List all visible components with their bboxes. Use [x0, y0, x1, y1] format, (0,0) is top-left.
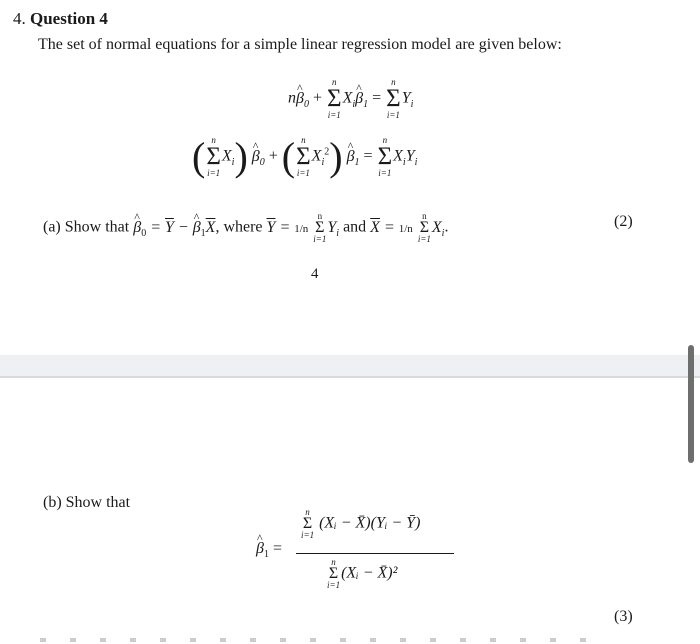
sum-symbol: n Σ i=1	[377, 135, 393, 178]
sum-symbol: n Σ i=1	[206, 135, 221, 178]
question-heading	[13, 9, 108, 29]
fraction-bar	[296, 553, 454, 554]
sum-symbol: n Σ i=1	[313, 211, 327, 244]
sum-symbol: n Σ i=1	[296, 135, 311, 178]
part-a: (a) Show that ^ $\beta_0 = \overline{Y}$ − ^ $\beta_1\overline{X}$, where $\overline{Y} = 1/n$ n Σ i=1 $Y_i$ and $\overline{X} = 1/n$ n Σ i=1 $X_i$.	[43, 212, 448, 244]
sum-symbol: n Σ i=1	[301, 507, 315, 540]
sum-symbol: n Σ i=1	[327, 77, 342, 120]
part-b: (b) Show that	[43, 494, 131, 511]
question-title: Question 4	[30, 9, 108, 28]
fraction-numerator: n Σ i=1 (Xᵢ − X̄)(Yᵢ − Ȳ)	[301, 507, 421, 540]
beta1-lhs: ^ $\beta_1$ =	[256, 540, 282, 560]
part-b-marks: (3)	[614, 608, 633, 625]
normal-equation-1: n^ $\beta_0$ + n Σ i=1 $X_i\^{}$ $\beta_1$ = n Σ i=1 $Y_i$	[288, 78, 413, 120]
intro-text: The set of normal equations for a simple linear regression model are given below:	[38, 36, 562, 53]
sum-symbol: n Σ i=1	[417, 211, 431, 244]
normal-equation-2: ( n Σ i=1 $X_i$) ^ $\beta_0$ + ( n Σ i=1 $X_i^2$) ^ $\beta_1$ = n Σ i=1 $X_iY_i$	[192, 136, 417, 178]
part-a-marks: (2)	[614, 213, 633, 230]
sum-symbol: n Σ i=1	[327, 557, 341, 590]
page-gap	[0, 355, 700, 378]
fraction-denominator: n Σ i=1 (Xᵢ − X̄)²	[327, 557, 398, 590]
next-line-cutoff	[40, 638, 600, 642]
question-number: 4.	[13, 9, 26, 28]
vertical-scrollbar[interactable]	[688, 345, 694, 463]
page-number: 4	[311, 266, 319, 282]
sum-symbol: n Σ i=1	[386, 77, 401, 120]
